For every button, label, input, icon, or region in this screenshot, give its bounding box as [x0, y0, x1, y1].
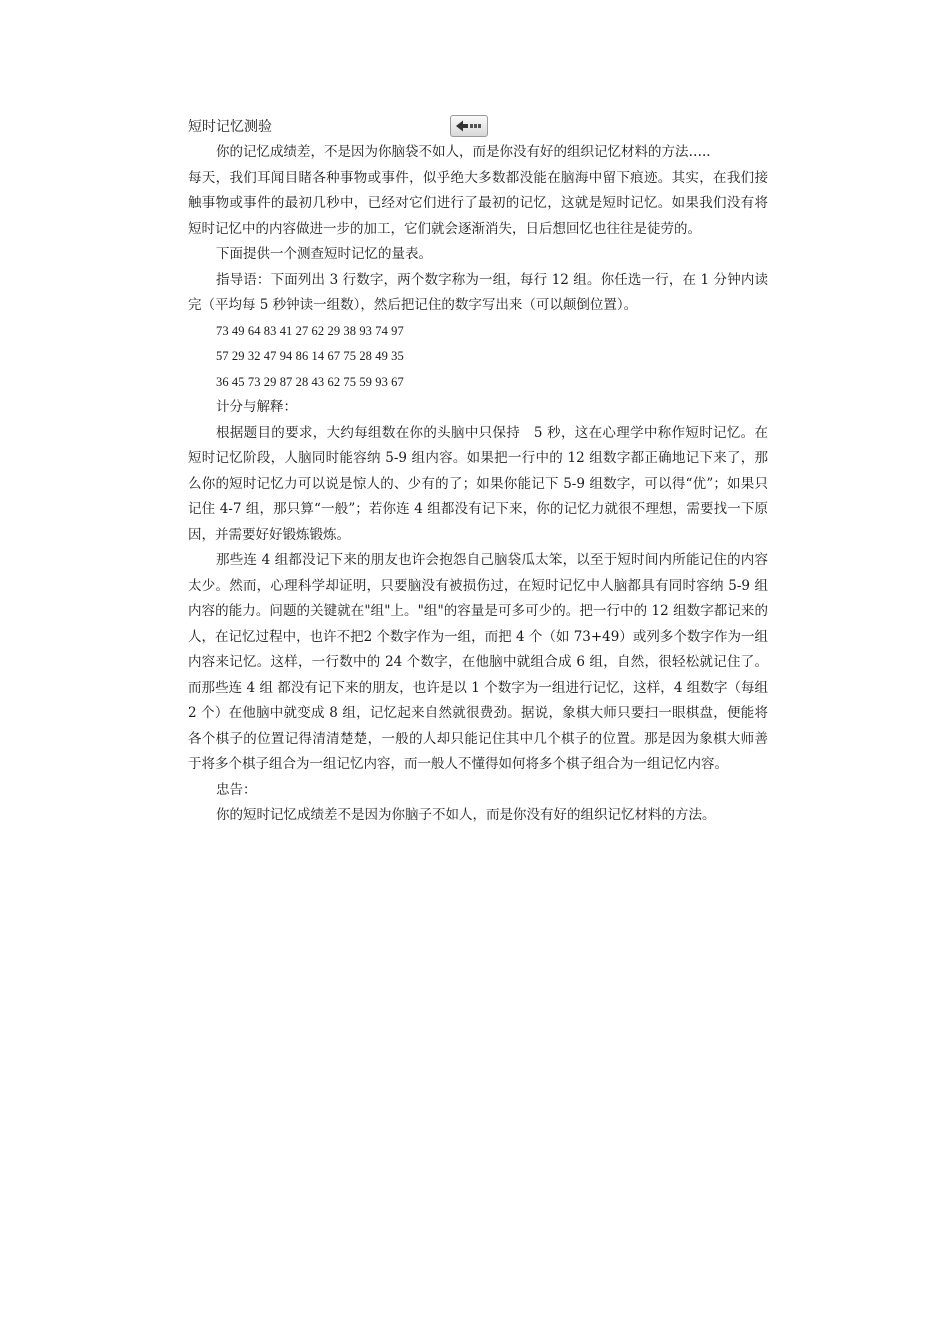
back-arrow-icon — [455, 119, 485, 133]
scoring-paragraph: 根据题目的要求，大约每组数在你的头脑中只保持 5 秒，这在心理学中称作短时记忆。在短时记忆阶段，人脑同时能容纳 5-9 组内容。如果把一行中的 12 组数字都正确地记下来了，那么你的短时记忆力可以说是惊人的、少有的了；如果你能记下 5-9 组数字，可以得“优”；如果只记住 4-7 组，那只算“一般”；若你连 4 组都没有记下来，你的记忆力就很不理想，需要找一下原因，并需要好好锻炼锻炼。 — [188, 424, 768, 543]
intro-paragraph: 每天，我们耳闻目睹各种事物或事件，似乎绝大多数都没能在脑海中留下痕迹。其实，在我们接触事物或事件的最初几秒中，已经对它们进行了最初的记忆，这就是短时记忆。如果我们没有将短时记忆中的内容做进一步的加工，它们就会逐渐消失，日后想回忆也往往是徒劳的。 — [188, 169, 768, 237]
number-row-1: 73 49 64 83 41 27 62 29 38 93 74 97 — [216, 323, 404, 338]
explanation-paragraph: 那些连 4 组都没记下来的朋友也许会抱怨自己脑袋瓜太笨，以至于短时间内所能记住的内容太少。然而，心理科学却证明，只要脑没有被损伤过，在短时记忆中人脑都具有同时容纳 5-9 组内容的能力。问题的关键就在"组"上。"组"的容量是可多可少的。把一行中的 12 组数字都记来的人，在记忆过程中，也许不把2 个数字作为一组，而把 4 个（如 73+49）或列多个数字作为一组内容来记忆。这样，一行数中的 24 个数字，在他脑中就组合成 6 组，自然，很轻松就记住了。而那些连 4 组 都没有记下来的朋友，也许是以 1 个数字为一组进行记忆，这样，4 组数字（每组 2 个）在他脑中就变成 8 组，记忆起来自然就很费劲。据说，象棋大师只要扫一眼棋盘，便能将各个棋子的位置记得清清楚楚，一般的人却只能记住其中几个棋子的位置。那是因为象棋大师善于将多个棋子组合为一组记忆内容，而一般人不懂得如何将多个棋子组合为一组记忆内容。 — [188, 552, 768, 772]
intro-line: 你的记忆成绩差，不是因为你脑袋不如人，而是你没有好的组织记忆材料的方法….. — [216, 144, 711, 160]
back-button[interactable] — [450, 115, 488, 137]
title-row — [188, 114, 768, 140]
scoring-heading: 计分与解释： — [216, 399, 297, 415]
instruction-paragraph: 指导语：下面列出 3 行数字，两个数字称为一组，每行 12 组。你任选一行，在 1 分钟内读完（平均每 5 秒钟读一组数），然后把记住的数字写出来（可以颠倒位置）。 — [188, 271, 768, 313]
scale-intro: 下面提供一个测查短时记忆的量表。 — [216, 246, 432, 262]
number-row-3: 36 45 73 29 87 28 43 62 75 59 93 67 — [216, 374, 404, 389]
document-body — [188, 114, 768, 829]
document-title: 短时记忆测验 — [188, 119, 272, 135]
advice-heading: 忠告： — [216, 781, 257, 798]
number-row-2: 57 29 32 47 94 86 14 67 75 28 49 35 — [216, 349, 404, 363]
advice-paragraph: 你的短时记忆成绩差不是因为你脑子不如人，而是你没有好的组织记忆材料的方法。 — [216, 807, 716, 823]
